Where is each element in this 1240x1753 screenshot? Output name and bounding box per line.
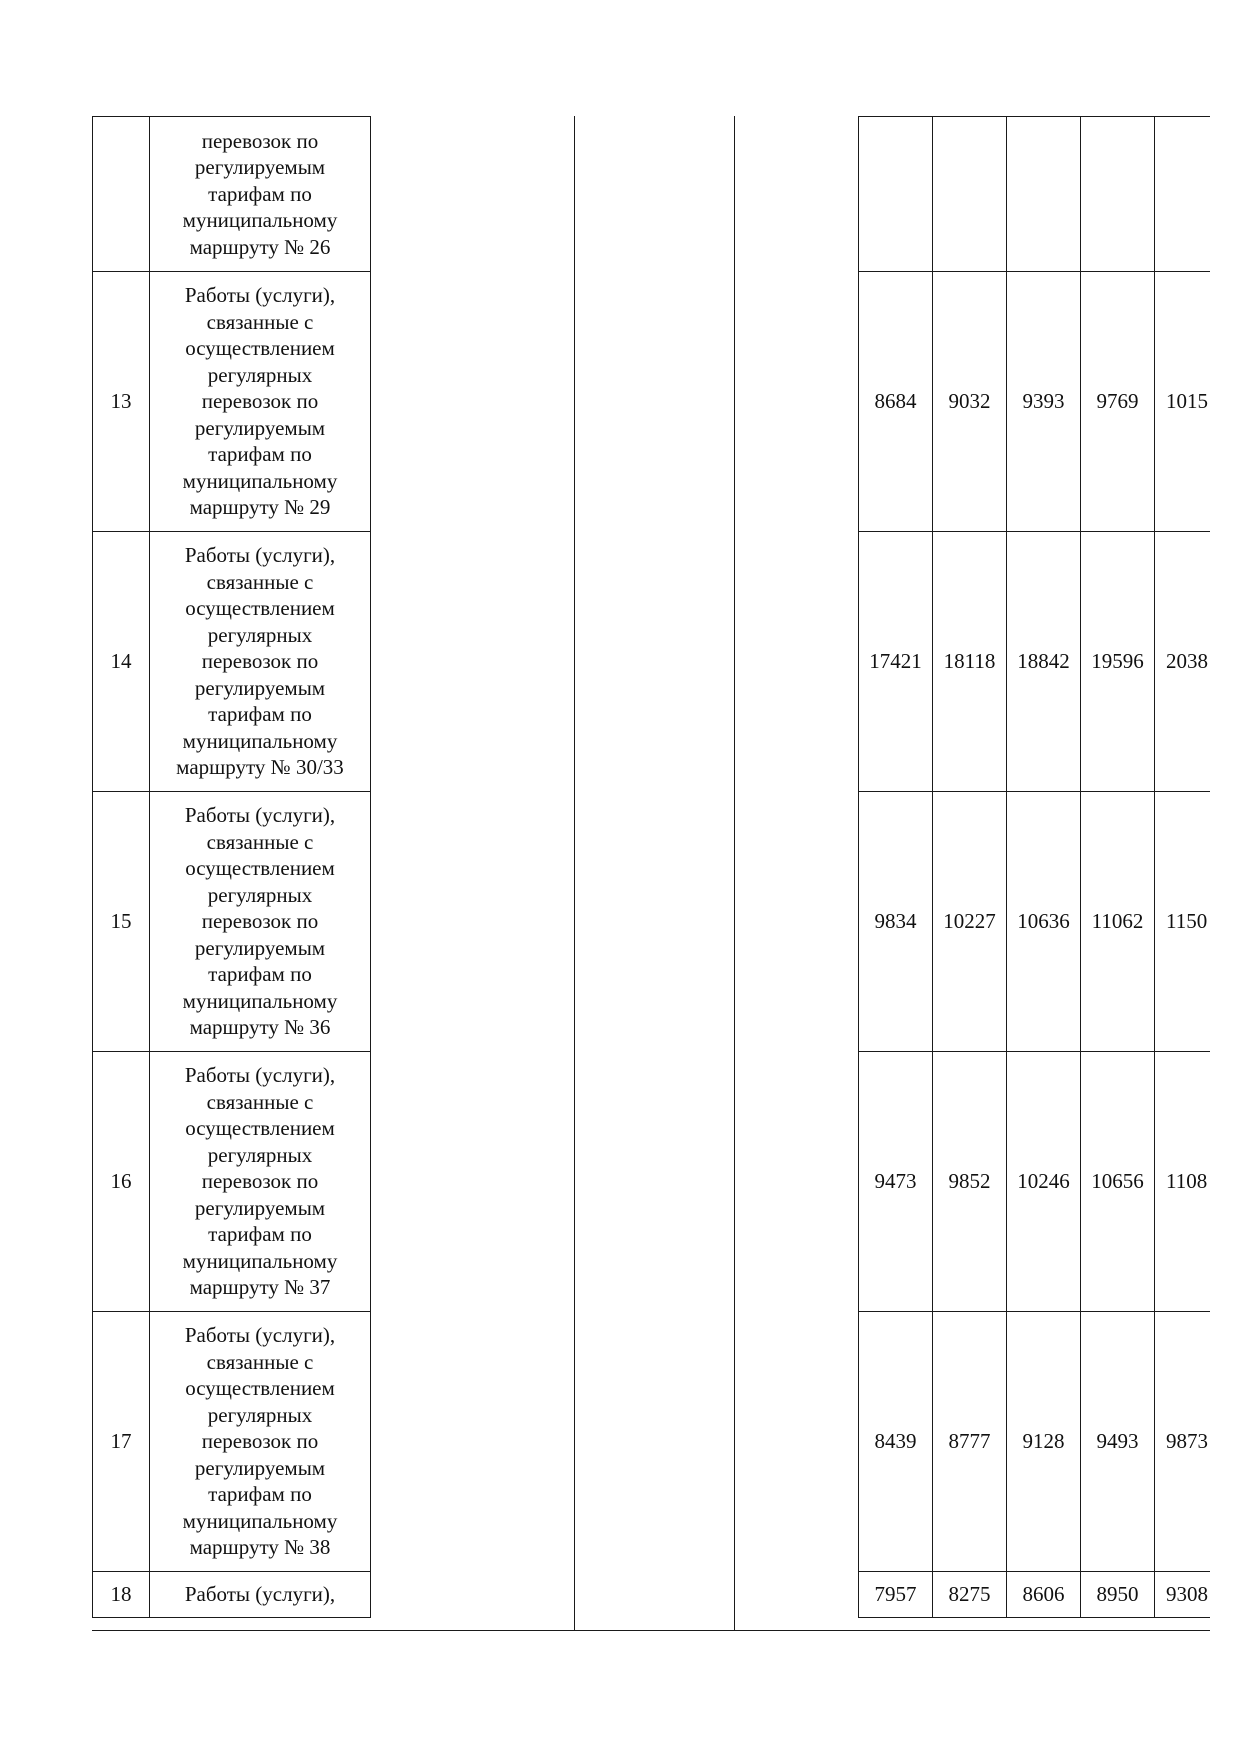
value-cell: 9873 bbox=[1155, 1312, 1229, 1572]
value-cell: 9032 bbox=[933, 272, 1007, 532]
description-line: регулируемым bbox=[194, 935, 326, 960]
row-number: 14 bbox=[93, 532, 150, 792]
table-row bbox=[93, 1572, 371, 1618]
description-line: перевозок по bbox=[201, 909, 319, 934]
value-cell: 9493 bbox=[1081, 1312, 1155, 1572]
value-cell: 9769 bbox=[1081, 272, 1155, 532]
description-line: маршруту № 30/33 bbox=[176, 755, 344, 780]
table-row bbox=[859, 272, 1229, 532]
description-line: регулярных bbox=[207, 622, 313, 647]
value-cell bbox=[1081, 117, 1155, 272]
value-cell: 1015 bbox=[1155, 272, 1229, 532]
value-cell: 8606 bbox=[1007, 1572, 1081, 1618]
description-line: регулярных bbox=[207, 882, 313, 907]
description-line: регулируемым bbox=[194, 1455, 326, 1480]
value-cell: 9393 bbox=[1007, 272, 1081, 532]
row-number: 13 bbox=[93, 272, 150, 532]
table-row bbox=[93, 272, 371, 532]
row-description bbox=[150, 1572, 371, 1618]
value-cell bbox=[933, 117, 1007, 272]
table-row bbox=[93, 1052, 371, 1312]
row-description bbox=[150, 532, 371, 792]
row-number: 15 bbox=[93, 792, 150, 1052]
value-cell: 18118 bbox=[933, 532, 1007, 792]
page-edge bbox=[1210, 100, 1240, 1660]
value-cell: 1108 bbox=[1155, 1052, 1229, 1312]
description-line: тарифам по bbox=[208, 1222, 312, 1247]
description-line: перевозок по bbox=[201, 389, 319, 414]
row-number bbox=[93, 117, 150, 272]
table-row bbox=[859, 117, 1229, 272]
description-line: тарифам по bbox=[208, 1482, 312, 1507]
row-number: 16 bbox=[93, 1052, 150, 1312]
row-description bbox=[150, 1312, 371, 1572]
description-line: Работы (услуги), bbox=[184, 803, 336, 828]
description-line: Работы (услуги), bbox=[184, 283, 336, 308]
value-cell: 19596 bbox=[1081, 532, 1155, 792]
value-cell bbox=[859, 117, 933, 272]
description-line: связанные с bbox=[206, 829, 314, 854]
value-cell: 8950 bbox=[1081, 1572, 1155, 1618]
description-line: маршруту № 38 bbox=[189, 1535, 331, 1560]
description-line: маршруту № 37 bbox=[189, 1275, 331, 1300]
description-line: регулярных bbox=[207, 1402, 313, 1427]
value-cell: 10636 bbox=[1007, 792, 1081, 1052]
description-line: тарифам по bbox=[208, 181, 312, 206]
description-line: регулярных bbox=[207, 362, 313, 387]
value-cell: 9834 bbox=[859, 792, 933, 1052]
description-line: Работы (услуги), bbox=[184, 1582, 336, 1607]
table-row bbox=[93, 532, 371, 792]
value-cell: 9473 bbox=[859, 1052, 933, 1312]
row-number: 17 bbox=[93, 1312, 150, 1572]
row-description bbox=[150, 117, 371, 272]
value-cell: 10656 bbox=[1081, 1052, 1155, 1312]
table-bottom-border bbox=[92, 1630, 1210, 1631]
description-line: Работы (услуги), bbox=[184, 543, 336, 568]
value-cell: 8439 bbox=[859, 1312, 933, 1572]
services-table-left bbox=[92, 116, 371, 1618]
description-line: осуществлением bbox=[185, 1116, 335, 1141]
value-cell: 8777 bbox=[933, 1312, 1007, 1572]
table-row bbox=[859, 792, 1229, 1052]
column-divider-1 bbox=[574, 116, 575, 1630]
value-cell: 10227 bbox=[933, 792, 1007, 1052]
description-line: Работы (услуги), bbox=[184, 1323, 336, 1348]
row-number: 18 bbox=[93, 1572, 150, 1618]
description-line: осуществлением bbox=[185, 596, 335, 621]
value-cell: 18842 bbox=[1007, 532, 1081, 792]
value-cell: 17421 bbox=[859, 532, 933, 792]
description-line: перевозок по bbox=[201, 128, 319, 153]
row-description bbox=[150, 272, 371, 532]
description-line: осуществлением bbox=[185, 1376, 335, 1401]
description-line: перевозок по bbox=[201, 1169, 319, 1194]
table-row bbox=[859, 1572, 1229, 1618]
description-line: тарифам по bbox=[208, 442, 312, 467]
description-line: тарифам по bbox=[208, 702, 312, 727]
table-row bbox=[859, 1312, 1229, 1572]
value-cell: 8684 bbox=[859, 272, 933, 532]
description-line: осуществлением bbox=[185, 336, 335, 361]
values-table-right bbox=[858, 116, 1229, 1618]
description-line: связанные с bbox=[206, 569, 314, 594]
description-line: тарифам по bbox=[208, 962, 312, 987]
description-line: перевозок по bbox=[201, 1429, 319, 1454]
table-row bbox=[93, 792, 371, 1052]
value-cell: 8275 bbox=[933, 1572, 1007, 1618]
description-line: связанные с bbox=[206, 1349, 314, 1374]
description-line: муниципальному bbox=[182, 1248, 338, 1273]
description-line: осуществлением bbox=[185, 856, 335, 881]
table-row bbox=[93, 1312, 371, 1572]
row-description bbox=[150, 1052, 371, 1312]
description-line: регулярных bbox=[207, 1142, 313, 1167]
description-line: регулируемым bbox=[194, 155, 326, 180]
table-row bbox=[859, 1052, 1229, 1312]
description-line: связанные с bbox=[206, 309, 314, 334]
value-cell: 7957 bbox=[859, 1572, 933, 1618]
description-line: маршруту № 29 bbox=[189, 495, 331, 520]
value-cell: 9308 bbox=[1155, 1572, 1229, 1618]
table-row bbox=[859, 532, 1229, 792]
description-line: муниципальному bbox=[182, 208, 338, 233]
description-line: регулируемым bbox=[194, 675, 326, 700]
description-line: регулируемым bbox=[194, 1195, 326, 1220]
table-row bbox=[93, 117, 371, 272]
value-cell: 11062 bbox=[1081, 792, 1155, 1052]
value-cell: 1150 bbox=[1155, 792, 1229, 1052]
description-line: муниципальному bbox=[182, 988, 338, 1013]
description-line: муниципальному bbox=[182, 728, 338, 753]
description-line: муниципальному bbox=[182, 468, 338, 493]
value-cell: 9852 bbox=[933, 1052, 1007, 1312]
description-line: связанные с bbox=[206, 1089, 314, 1114]
row-description bbox=[150, 792, 371, 1052]
value-cell: 10246 bbox=[1007, 1052, 1081, 1312]
description-line: маршруту № 26 bbox=[189, 234, 331, 259]
description-line: Работы (услуги), bbox=[184, 1063, 336, 1088]
value-cell: 2038 bbox=[1155, 532, 1229, 792]
description-line: муниципальному bbox=[182, 1508, 338, 1533]
value-cell bbox=[1007, 117, 1081, 272]
column-divider-2 bbox=[734, 116, 735, 1630]
description-line: перевозок по bbox=[201, 649, 319, 674]
description-line: маршруту № 36 bbox=[189, 1015, 331, 1040]
description-line: регулируемым bbox=[194, 415, 326, 440]
value-cell: 9128 bbox=[1007, 1312, 1081, 1572]
